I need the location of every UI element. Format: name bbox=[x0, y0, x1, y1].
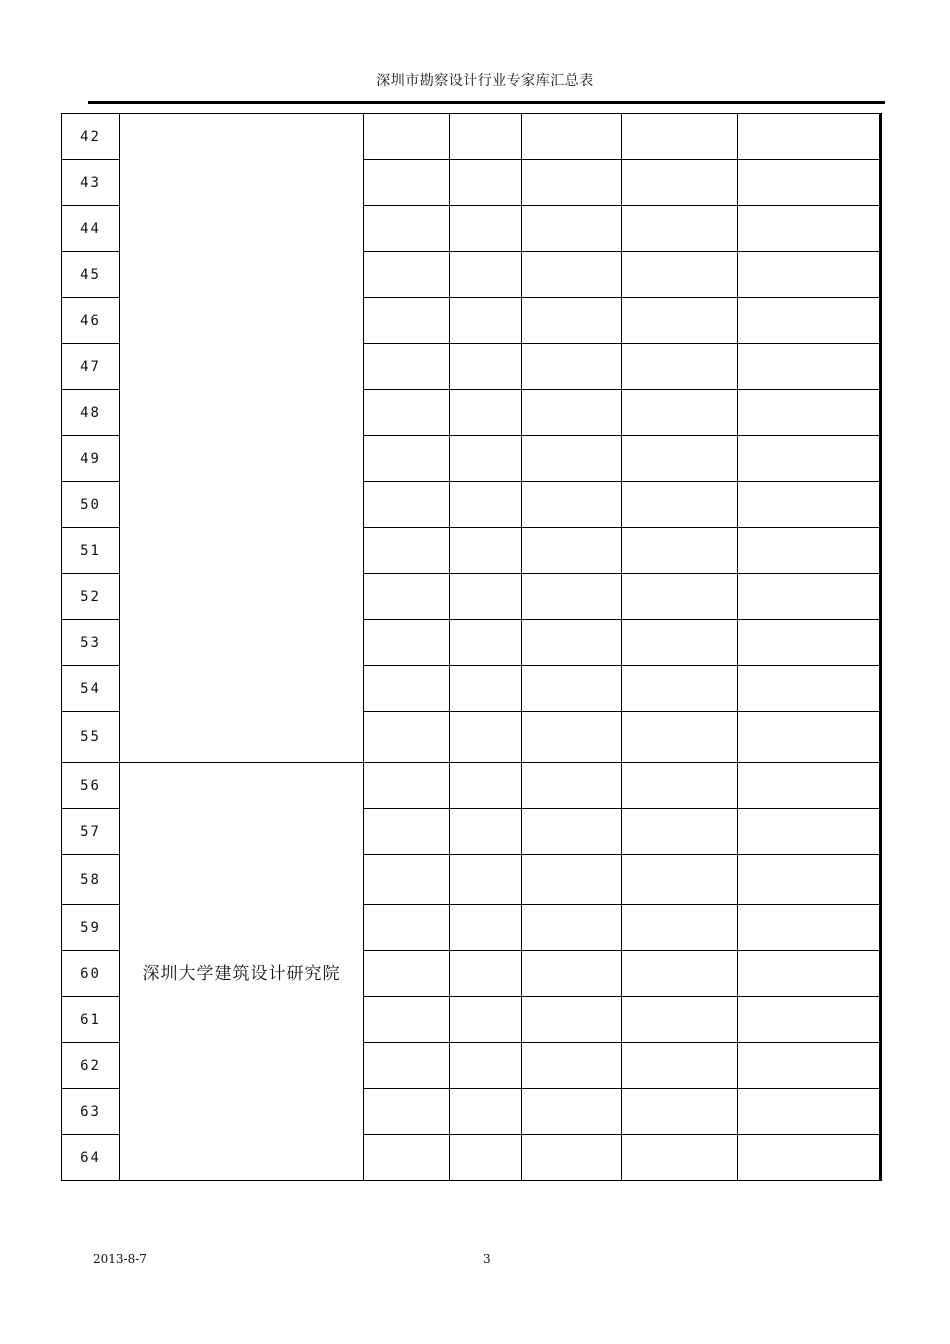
remark-cell bbox=[738, 809, 881, 855]
gender-cell bbox=[450, 1089, 522, 1135]
row-number: 61 bbox=[62, 997, 120, 1043]
remark-cell bbox=[738, 1135, 881, 1181]
name-cell bbox=[364, 997, 450, 1043]
major-cell bbox=[622, 390, 738, 436]
title-cell bbox=[522, 1135, 622, 1181]
name-cell bbox=[364, 574, 450, 620]
major-cell bbox=[622, 574, 738, 620]
title-cell bbox=[522, 666, 622, 712]
title-cell bbox=[522, 855, 622, 905]
name-cell bbox=[364, 809, 450, 855]
gender-cell bbox=[450, 905, 522, 951]
page-header-title: 深圳市勘察设计行业专家库汇总表 bbox=[376, 73, 594, 89]
major-cell bbox=[622, 1089, 738, 1135]
gender-cell bbox=[450, 855, 522, 905]
row-number: 45 bbox=[62, 252, 120, 298]
gender-cell bbox=[450, 298, 522, 344]
unit-cell bbox=[120, 114, 364, 763]
title-cell bbox=[522, 763, 622, 809]
remark-cell bbox=[738, 997, 881, 1043]
row-number: 48 bbox=[62, 390, 120, 436]
remark-cell bbox=[738, 1089, 881, 1135]
gender-cell bbox=[450, 1135, 522, 1181]
row-number: 42 bbox=[62, 114, 120, 160]
remark-cell bbox=[738, 574, 881, 620]
row-number: 62 bbox=[62, 1043, 120, 1089]
major-cell bbox=[622, 712, 738, 763]
table-row bbox=[62, 114, 881, 160]
major-cell bbox=[622, 951, 738, 997]
name-cell bbox=[364, 1135, 450, 1181]
name-cell bbox=[364, 712, 450, 763]
title-cell bbox=[522, 436, 622, 482]
major-cell bbox=[622, 997, 738, 1043]
row-number: 43 bbox=[62, 160, 120, 206]
name-cell bbox=[364, 666, 450, 712]
row-number: 51 bbox=[62, 528, 120, 574]
remark-cell bbox=[738, 712, 881, 763]
remark-cell bbox=[738, 252, 881, 298]
remark-cell bbox=[738, 528, 881, 574]
title-cell bbox=[522, 951, 622, 997]
gender-cell bbox=[450, 997, 522, 1043]
title-cell bbox=[522, 160, 622, 206]
row-number: 54 bbox=[62, 666, 120, 712]
gender-cell bbox=[450, 712, 522, 763]
row-number: 55 bbox=[62, 712, 120, 763]
gender-cell bbox=[450, 666, 522, 712]
row-number: 44 bbox=[62, 206, 120, 252]
remark-cell bbox=[738, 298, 881, 344]
title-cell bbox=[522, 298, 622, 344]
name-cell bbox=[364, 855, 450, 905]
gender-cell bbox=[450, 436, 522, 482]
gender-cell bbox=[450, 206, 522, 252]
remark-cell bbox=[738, 666, 881, 712]
major-cell bbox=[622, 905, 738, 951]
remark-cell bbox=[738, 160, 881, 206]
row-number: 46 bbox=[62, 298, 120, 344]
name-cell bbox=[364, 390, 450, 436]
title-cell bbox=[522, 528, 622, 574]
gender-cell bbox=[450, 344, 522, 390]
remark-cell bbox=[738, 620, 881, 666]
major-cell bbox=[622, 436, 738, 482]
name-cell bbox=[364, 1043, 450, 1089]
title-cell bbox=[522, 809, 622, 855]
major-cell bbox=[622, 809, 738, 855]
gender-cell bbox=[450, 482, 522, 528]
name-cell bbox=[364, 114, 450, 160]
footer-page-number: 3 bbox=[483, 1252, 491, 1266]
expert-table bbox=[61, 113, 882, 1181]
row-number: 56 bbox=[62, 763, 120, 809]
remark-cell bbox=[738, 951, 881, 997]
row-number: 57 bbox=[62, 809, 120, 855]
remark-cell bbox=[738, 114, 881, 160]
gender-cell bbox=[450, 620, 522, 666]
title-cell bbox=[522, 574, 622, 620]
title-cell bbox=[522, 114, 622, 160]
major-cell bbox=[622, 1135, 738, 1181]
gender-cell bbox=[450, 1043, 522, 1089]
major-cell bbox=[622, 206, 738, 252]
remark-cell bbox=[738, 905, 881, 951]
gender-cell bbox=[450, 114, 522, 160]
name-cell bbox=[364, 620, 450, 666]
remark-cell bbox=[738, 436, 881, 482]
name-cell bbox=[364, 436, 450, 482]
name-cell bbox=[364, 344, 450, 390]
remark-cell bbox=[738, 763, 881, 809]
title-cell bbox=[522, 344, 622, 390]
name-cell bbox=[364, 528, 450, 574]
row-number: 63 bbox=[62, 1089, 120, 1135]
remark-cell bbox=[738, 855, 881, 905]
major-cell bbox=[622, 160, 738, 206]
expert-table-wrap bbox=[61, 113, 882, 1181]
major-cell bbox=[622, 298, 738, 344]
major-cell bbox=[622, 763, 738, 809]
title-cell bbox=[522, 997, 622, 1043]
gender-cell bbox=[450, 809, 522, 855]
remark-cell bbox=[738, 1043, 881, 1089]
name-cell bbox=[364, 763, 450, 809]
name-cell bbox=[364, 482, 450, 528]
name-cell bbox=[364, 951, 450, 997]
row-number: 64 bbox=[62, 1135, 120, 1181]
table-row bbox=[62, 763, 881, 809]
gender-cell bbox=[450, 252, 522, 298]
title-cell bbox=[522, 252, 622, 298]
remark-cell bbox=[738, 482, 881, 528]
footer-date: 2013-8-7 bbox=[93, 1252, 147, 1266]
header-rule bbox=[88, 101, 885, 104]
row-number: 47 bbox=[62, 344, 120, 390]
name-cell bbox=[364, 298, 450, 344]
row-number: 59 bbox=[62, 905, 120, 951]
gender-cell bbox=[450, 574, 522, 620]
name-cell bbox=[364, 160, 450, 206]
row-number: 50 bbox=[62, 482, 120, 528]
gender-cell bbox=[450, 951, 522, 997]
title-cell bbox=[522, 905, 622, 951]
remark-cell bbox=[738, 390, 881, 436]
row-number: 58 bbox=[62, 855, 120, 905]
remark-cell bbox=[738, 206, 881, 252]
gender-cell bbox=[450, 160, 522, 206]
title-cell bbox=[522, 712, 622, 763]
gender-cell bbox=[450, 390, 522, 436]
title-cell bbox=[522, 390, 622, 436]
name-cell bbox=[364, 206, 450, 252]
major-cell bbox=[622, 855, 738, 905]
major-cell bbox=[622, 620, 738, 666]
title-cell bbox=[522, 206, 622, 252]
row-number: 49 bbox=[62, 436, 120, 482]
row-number: 53 bbox=[62, 620, 120, 666]
remark-cell bbox=[738, 344, 881, 390]
title-cell bbox=[522, 1043, 622, 1089]
unit-cell: 深圳大学建筑设计研究院 bbox=[120, 763, 364, 1181]
gender-cell bbox=[450, 528, 522, 574]
gender-cell bbox=[450, 763, 522, 809]
row-number: 52 bbox=[62, 574, 120, 620]
major-cell bbox=[622, 252, 738, 298]
major-cell bbox=[622, 1043, 738, 1089]
major-cell bbox=[622, 482, 738, 528]
major-cell bbox=[622, 528, 738, 574]
name-cell bbox=[364, 1089, 450, 1135]
row-number: 60 bbox=[62, 951, 120, 997]
major-cell bbox=[622, 666, 738, 712]
major-cell bbox=[622, 114, 738, 160]
major-cell bbox=[622, 344, 738, 390]
title-cell bbox=[522, 620, 622, 666]
name-cell bbox=[364, 252, 450, 298]
title-cell bbox=[522, 1089, 622, 1135]
title-cell bbox=[522, 482, 622, 528]
name-cell bbox=[364, 905, 450, 951]
